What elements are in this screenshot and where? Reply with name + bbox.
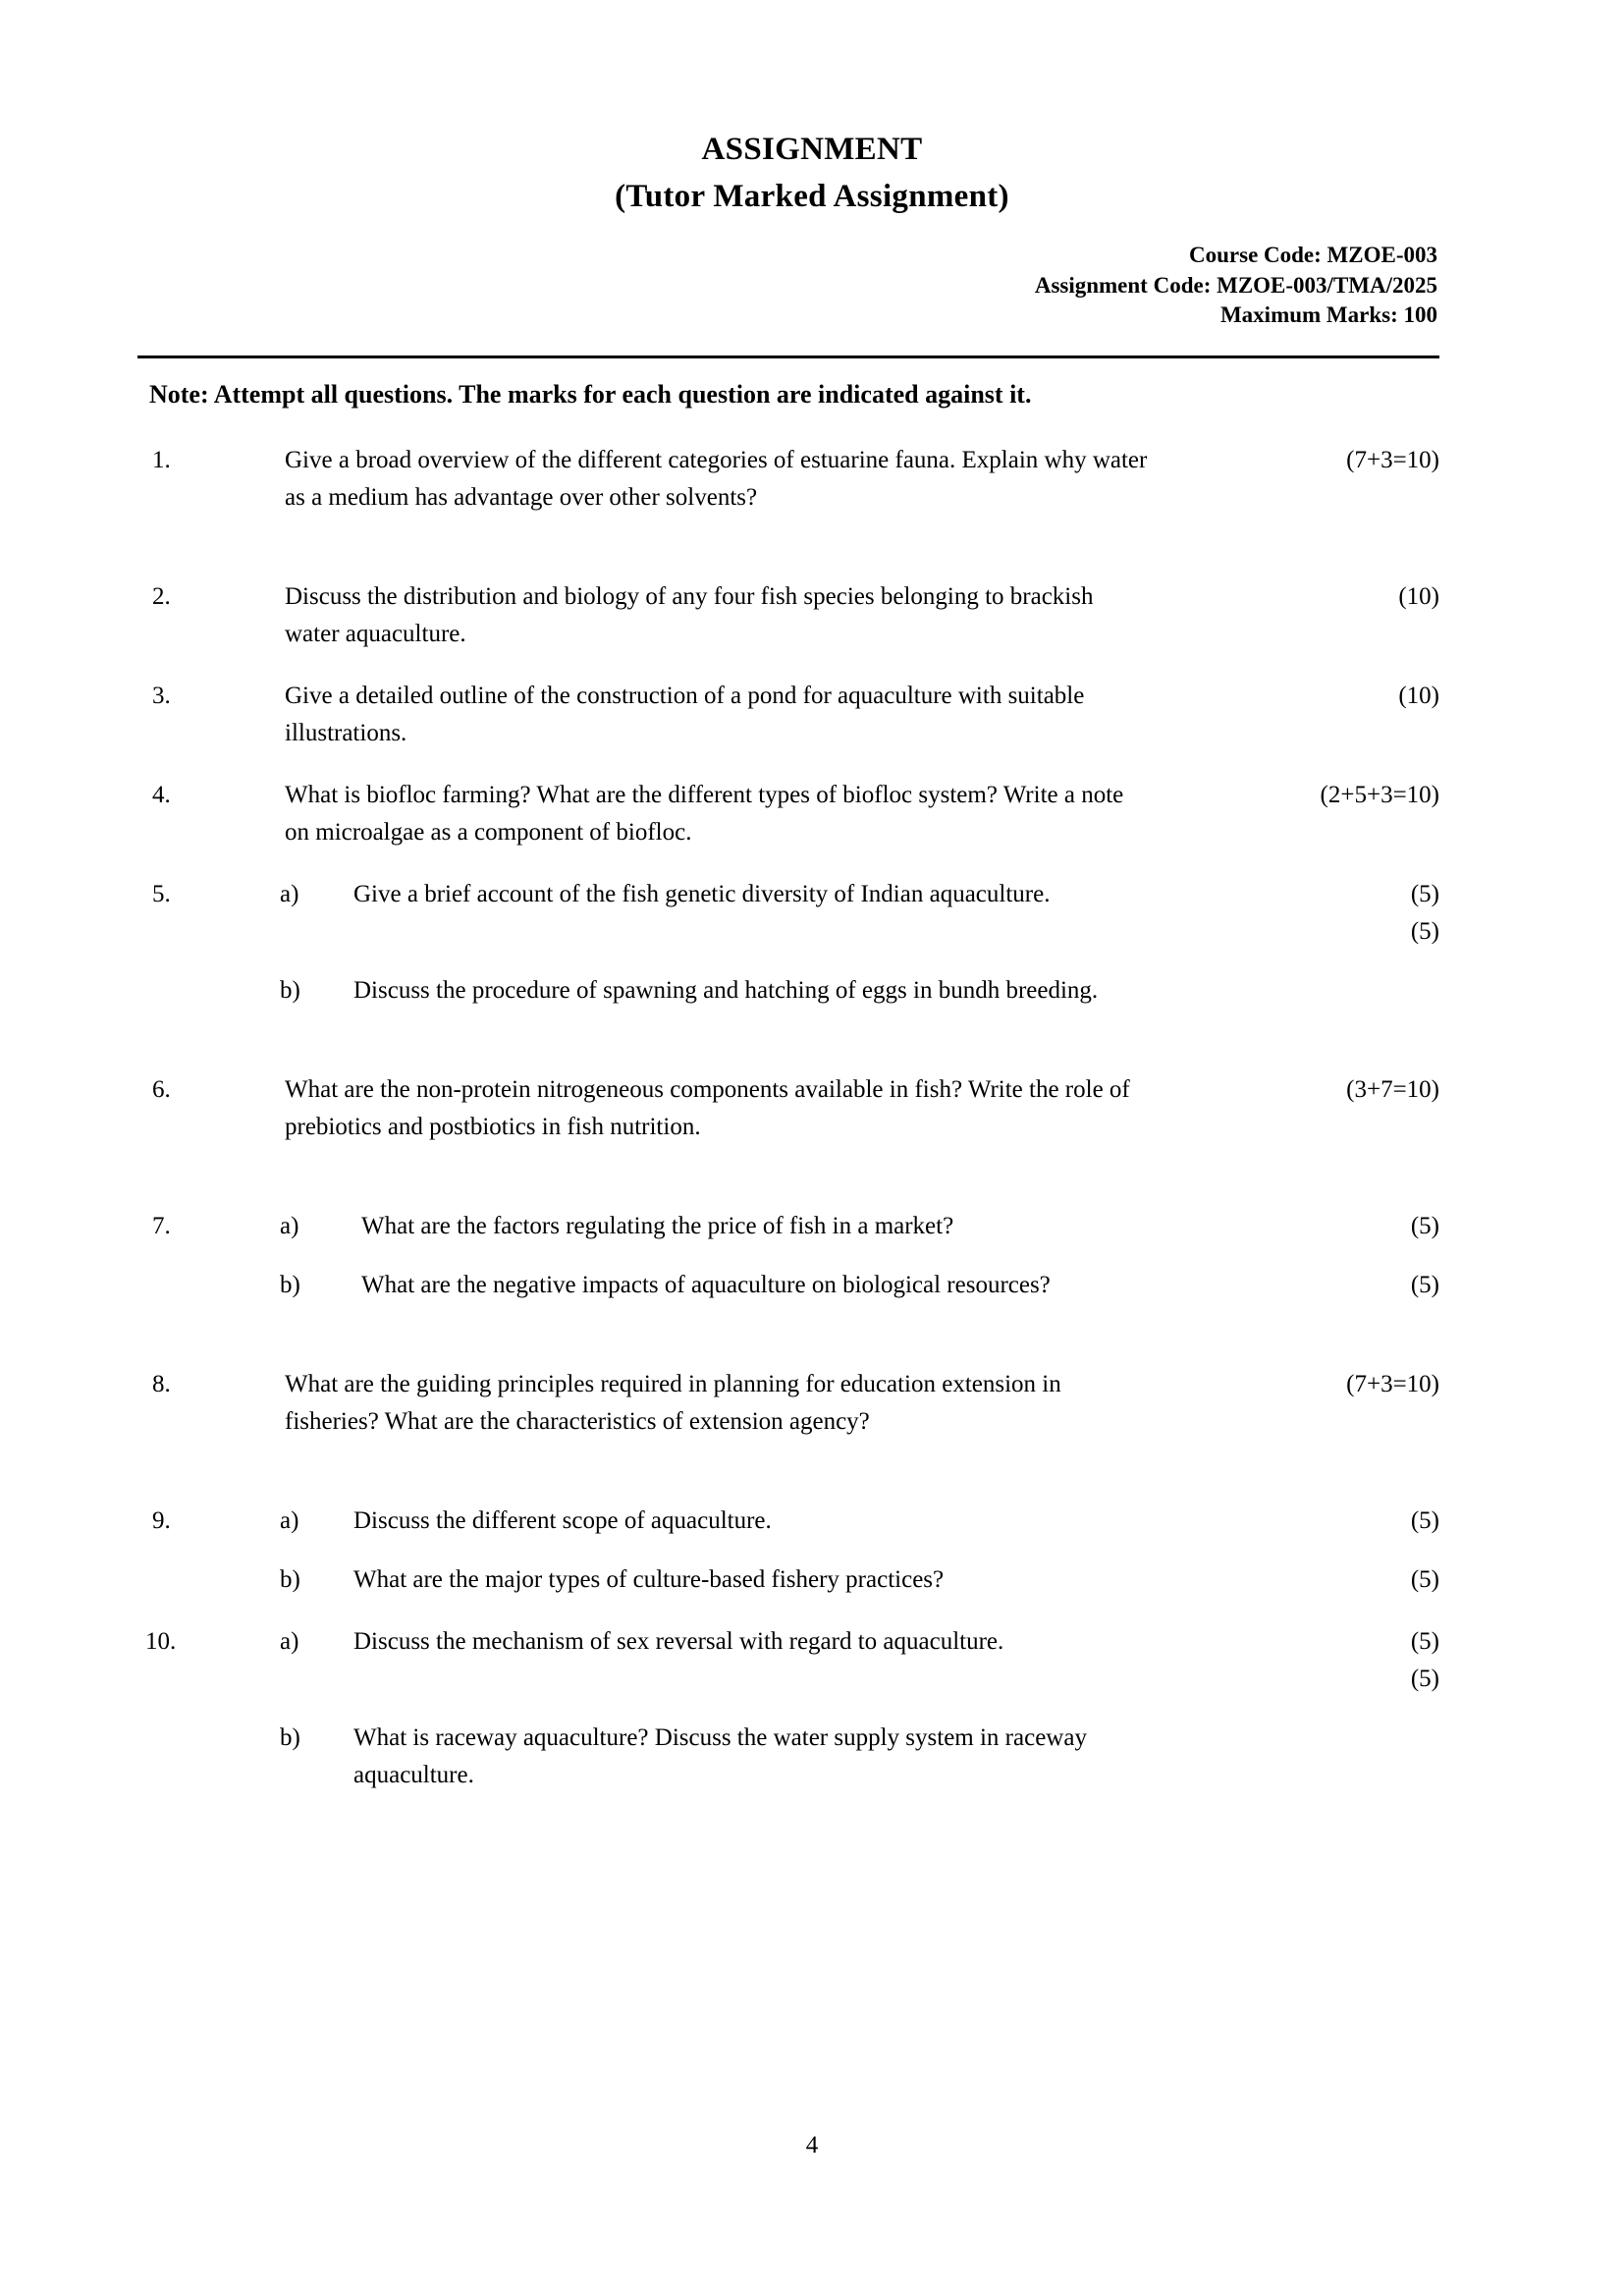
question-sub-label: b): [280, 977, 300, 1004]
question-number: 9.: [152, 1507, 171, 1534]
question-text: What are the non-protein nitrogeneous components available in fish? Write the role of prebiotics and postbiotics in fish nutrition.: [285, 1076, 1130, 1140]
question-text: Discuss the distribution and biology of any four fish species belonging to brackish water aquaculture.: [285, 583, 1094, 647]
question-marks: (5): [1410, 1666, 1439, 1692]
question-sub-label: a): [280, 1628, 299, 1655]
question-text: What is biofloc farming? What are the different types of biofloc system? Write a note on microalgae as a component of biofloc.: [285, 782, 1124, 846]
question-number: 1.: [152, 447, 171, 473]
course-meta-block: [1035, 241, 1437, 331]
question-sub-text: What are the factors regulating the price of fish in a market?: [361, 1213, 954, 1239]
question-sub-text: What is raceway aquaculture? Discuss the water supply system in raceway aquaculture.: [353, 1724, 1087, 1788]
question-marks: (7+3=10): [1346, 447, 1439, 473]
question-sub-text: Give a brief account of the fish genetic diversity of Indian aquaculture.: [353, 881, 1051, 907]
question-text: What are the guiding principles required in planning for education extension in fisheries? What are the characteristics of extension agency?: [285, 1371, 1061, 1435]
page-subtitle: (Tutor Marked Assignment): [615, 179, 1009, 214]
header-divider: [137, 355, 1439, 358]
question-number: 8.: [152, 1371, 171, 1397]
question-number: 3.: [152, 683, 171, 709]
question-marks: (10): [1398, 683, 1439, 709]
question-sub-text: What are the major types of culture-based fishery practices?: [353, 1566, 945, 1593]
question-sub-text: What are the negative impacts of aquaculture on biological resources?: [361, 1272, 1051, 1298]
question-sub-label: b): [280, 1724, 300, 1751]
question-number: 7.: [152, 1213, 171, 1239]
document-header: [0, 126, 1624, 220]
question-marks: (5): [1410, 918, 1439, 945]
question-sub-text: Discuss the mechanism of sex reversal with regard to aquaculture.: [353, 1628, 1004, 1655]
question-sub-text: Discuss the different scope of aquaculture.: [353, 1507, 772, 1534]
question-marks: (10): [1398, 583, 1439, 610]
question-marks: (5): [1410, 1628, 1439, 1655]
question-sub-text: Discuss the procedure of spawning and hatching of eggs in bundh breeding.: [353, 977, 1099, 1004]
course-code: Course Code: MZOE-003: [1189, 243, 1437, 267]
question-marks: (2+5+3=10): [1320, 782, 1439, 808]
question-marks: (5): [1410, 881, 1439, 907]
question-marks: (3+7=10): [1346, 1076, 1439, 1103]
question-sub-label: a): [280, 1213, 299, 1239]
question-marks: (5): [1410, 1566, 1439, 1593]
page-number: 4: [805, 2132, 819, 2159]
question-sub-label: a): [280, 881, 299, 907]
question-marks: (5): [1410, 1213, 1439, 1239]
page-title: ASSIGNMENT: [701, 132, 923, 167]
assignment-code: Assignment Code: MZOE-003/TMA/2025: [1034, 272, 1437, 298]
question-number: 2.: [152, 583, 171, 610]
instructions-note: Note: Attempt all questions. The marks for each question are indicated against it.: [149, 380, 1032, 409]
question-marks: (5): [1410, 1507, 1439, 1534]
question-number: 6.: [152, 1076, 171, 1103]
question-sub-label: a): [280, 1507, 299, 1534]
question-marks: (5): [1410, 1272, 1439, 1298]
question-text: Give a detailed outline of the construction of a pond for aquaculture with suitable illustrations.: [285, 683, 1085, 746]
question-number: 10.: [145, 1628, 177, 1655]
question-sub-label: b): [280, 1566, 300, 1593]
question-number: 5.: [152, 881, 171, 907]
question-sub-label: b): [280, 1272, 300, 1298]
question-number: 4.: [152, 782, 171, 808]
maximum-marks: Maximum Marks: 100: [1219, 302, 1437, 327]
question-marks: (7+3=10): [1346, 1371, 1439, 1397]
question-text: Give a broad overview of the different categories of estuarine fauna. Explain why water as a medium has advantage over other solvents?: [285, 447, 1148, 511]
